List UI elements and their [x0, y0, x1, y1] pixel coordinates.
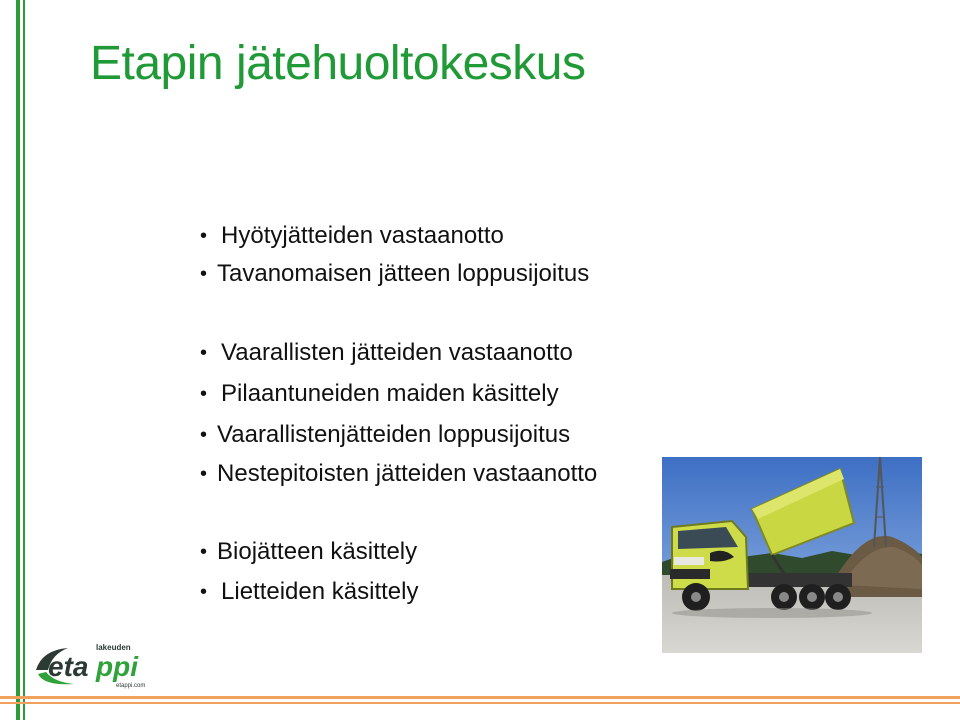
dump-truck-photo: [662, 457, 922, 653]
bullet-dot-icon: •: [200, 342, 208, 364]
bullet-item: • Lietteiden käsittely: [200, 578, 419, 605]
bullet-item: • Hyötyjätteiden vastaanotto: [200, 222, 504, 249]
slide-title: Etapin jätehuoltokeskus: [90, 37, 586, 90]
left-border-bar-thin: [23, 0, 25, 720]
bullet-dot-icon: •: [200, 383, 208, 405]
bullet-dot-icon: •: [200, 424, 208, 446]
bullet-dot-icon: •: [200, 463, 208, 485]
left-border-bar: [16, 0, 20, 720]
bullet-item: • Nestepitoisten jätteiden vastaanotto: [200, 460, 598, 487]
bullet-item: • Vaarallisten jätteiden vastaanotto: [200, 339, 573, 366]
bullet-dot-icon: •: [200, 263, 208, 285]
etappi-logo: [34, 640, 158, 690]
logo-url: etappi.com: [116, 683, 146, 689]
bullet-dot-icon: •: [200, 541, 208, 563]
bullet-item: • Biojätteen käsittely: [200, 538, 418, 565]
bullet-item: • Pilaantuneiden maiden käsittely: [200, 380, 559, 407]
logo-brand-right: ppi: [96, 651, 138, 682]
bullet-dot-icon: •: [200, 581, 208, 603]
bullet-item: • Tavanomaisen jätteen loppusijoitus: [200, 260, 590, 287]
logo-small-text: lakeuden: [96, 643, 131, 652]
logo-brand-left: eta: [48, 651, 89, 682]
footer-bar-thin: [0, 702, 960, 704]
bullet-item: • Vaarallistenjätteiden loppusijoitus: [200, 421, 571, 448]
bullet-dot-icon: •: [200, 225, 208, 247]
footer-bar: [0, 696, 960, 699]
